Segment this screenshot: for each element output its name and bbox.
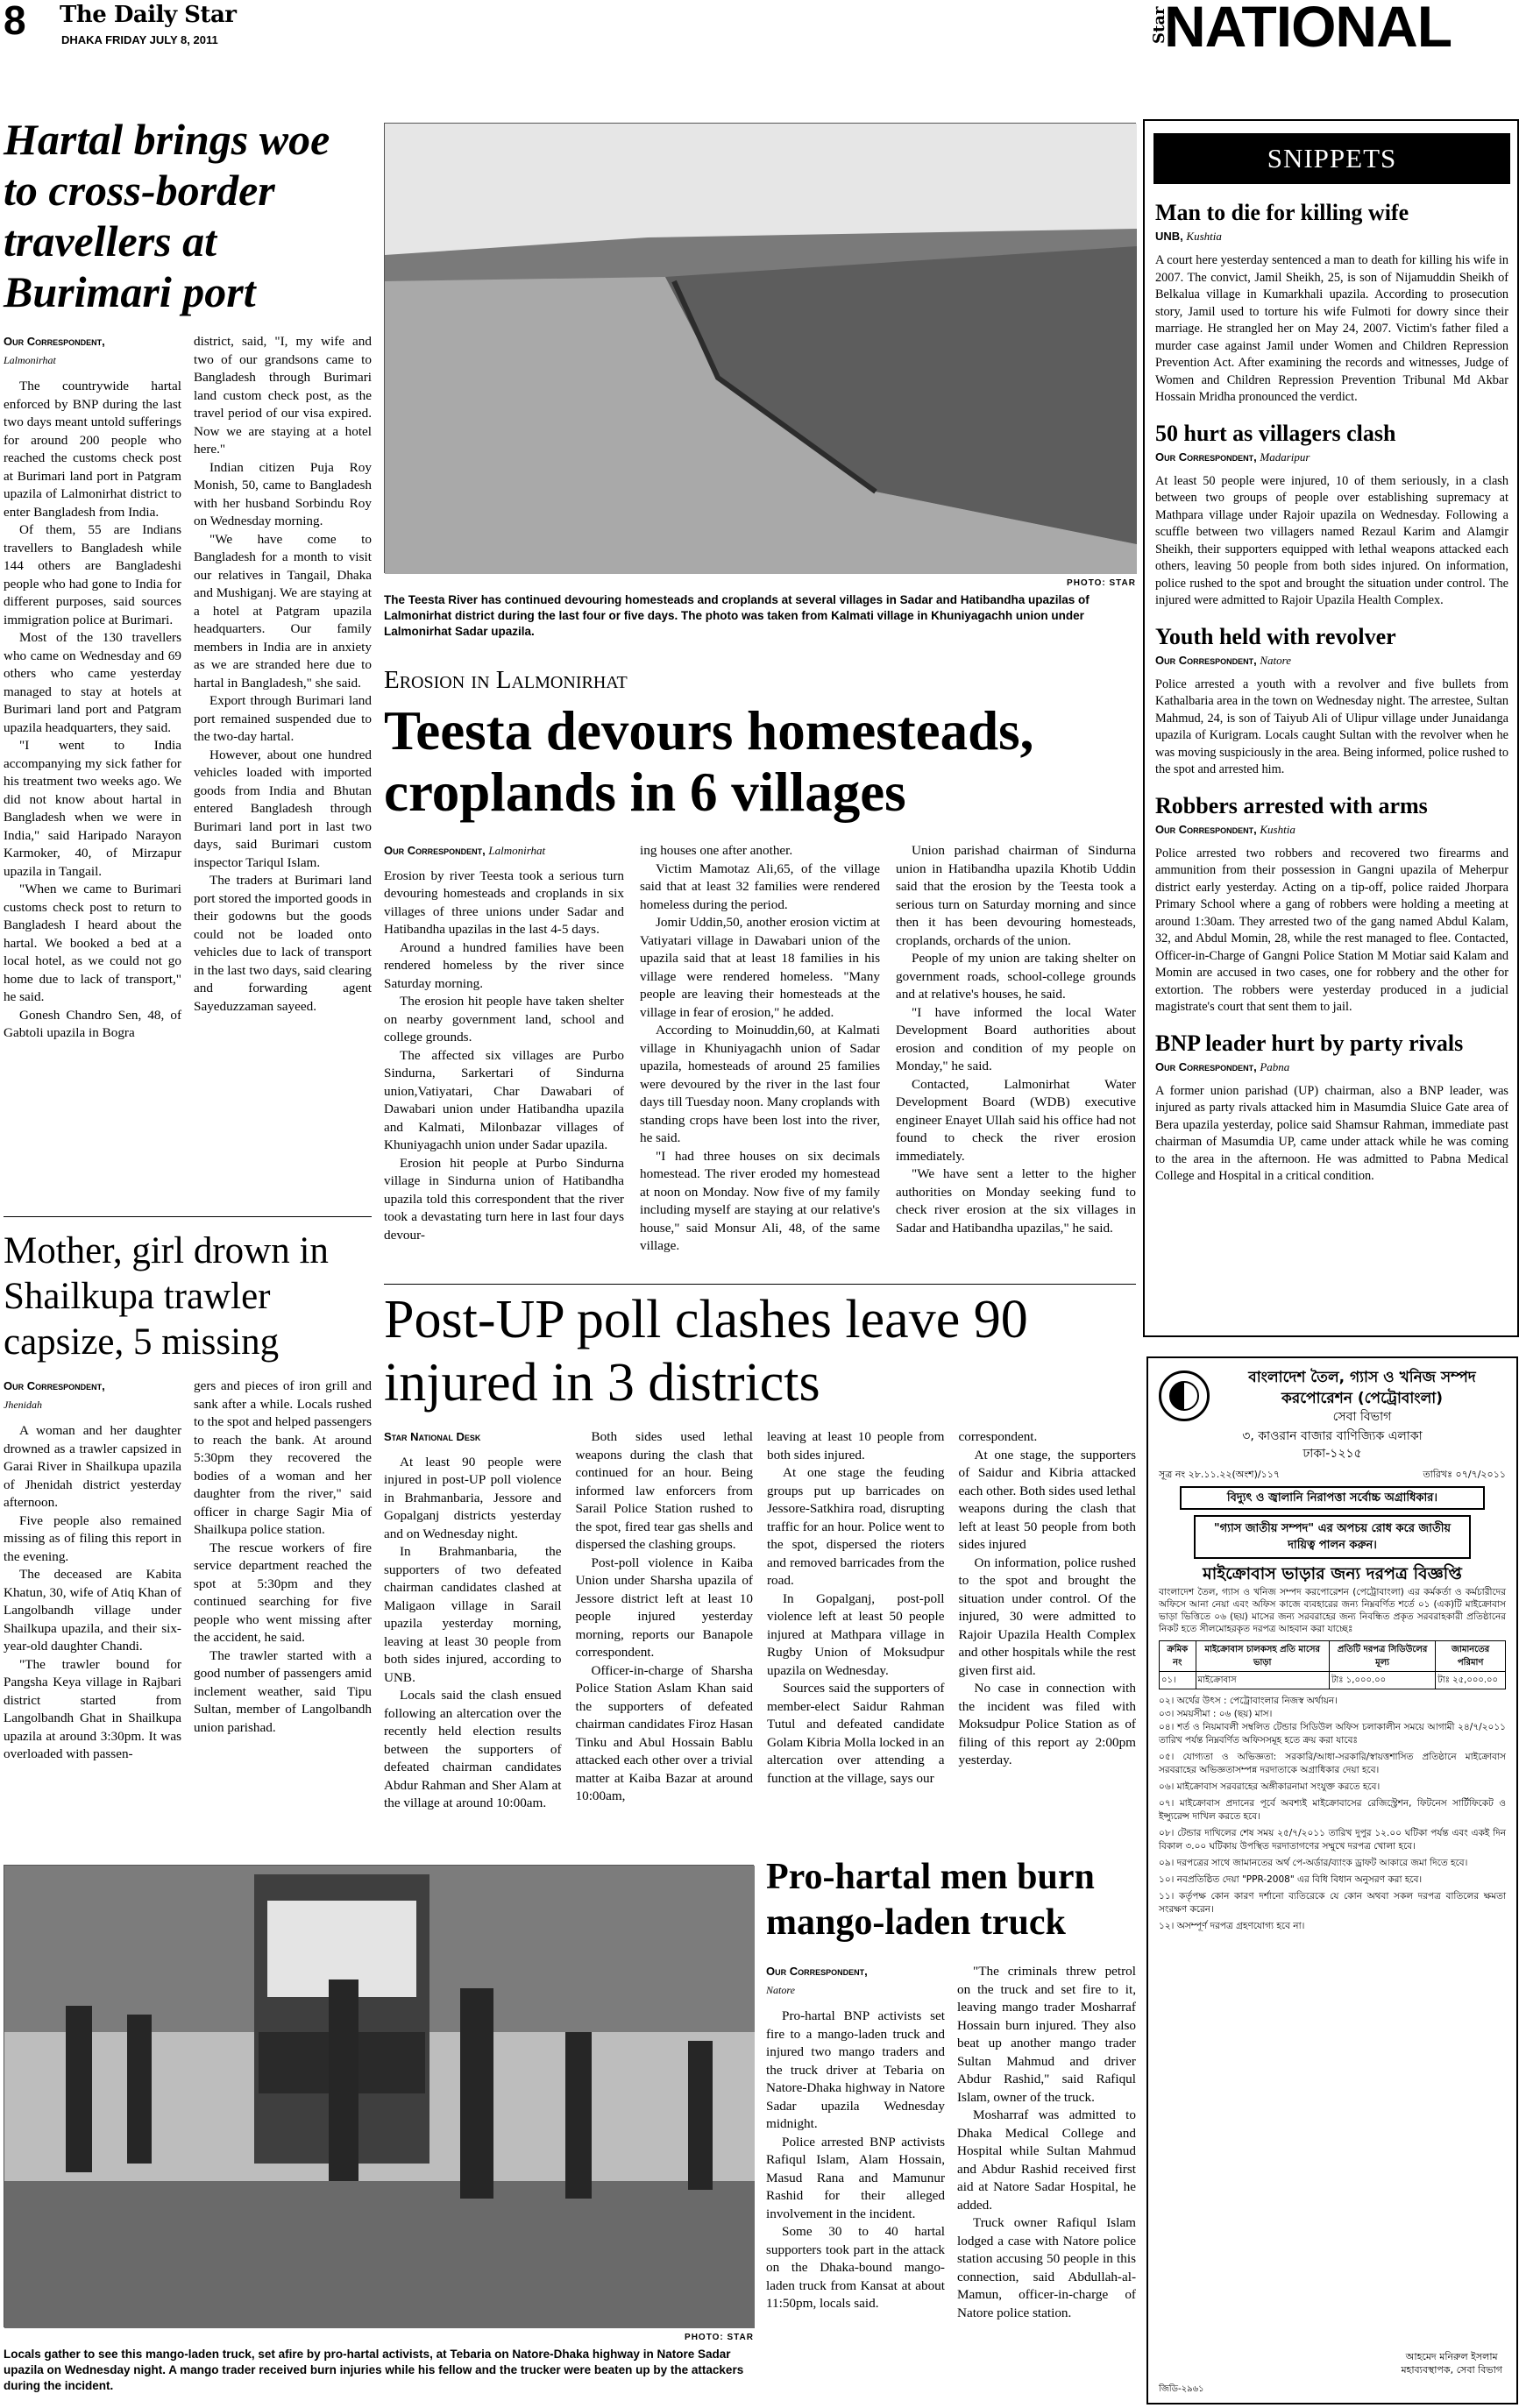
paragraph: Truck owner Rafiqul Islam lodged a case with Natore police station accusing 50 people in this connection, said Abdullah-al-Mamun, officer-in-charge of Natore police station. [957, 2215, 1136, 2320]
tender-ad [1146, 1356, 1518, 2404]
list-item: ০৩। সময়সীমা : ০৬ (ছয়) মাস। [1159, 1709, 1273, 1719]
mother-col-2 [194, 1378, 372, 1764]
snippet-dateline: Natore [1260, 653, 1291, 667]
snippet-item [1155, 624, 1508, 779]
snippet-byline [1155, 1060, 1508, 1074]
snippet-dateline: Madaripur [1260, 450, 1310, 464]
ad-org-name: বাংলাদেশ তৈল, গ্যাস ও খনিজ সম্পদ করপোরেশন (পেট্রোবাংলা) [1248, 1369, 1476, 1407]
teesta-byline: Our Correspondent, [384, 844, 486, 857]
paragraph: Locals said the clash ensued following an altercation over the recently held election results between the supporters of defeated chairman candidates Abdur Rahman and Sher Alam at the village at around 10:00am. [384, 1688, 562, 1810]
mango-byline: Our Correspondent, [766, 1965, 868, 1978]
paragraph: The traders at Burimari land port stored the imported goods in their godowns but the goods could not be loaded onto vehicles due to lack of transport in the last two days, said clearing and forwarding agent Sayeduzzaman sayeed. [194, 873, 372, 1014]
paragraph: Some 30 to 40 hartal supporters took part in the attack on the Dhaka-bound mango-laden truck from Kansat at about 11:50pm, locals said. [766, 2224, 945, 2311]
list-item: ০২। অর্থের উৎস : পেট্রোবাংলার নিজস্ব অর্থায়ন। [1159, 1696, 1338, 1706]
mango-dateline: Natore [766, 1983, 795, 1996]
paragraph: Sources said the supporters of member-elect Saidur Rahman Tutul and defeated candidate Golam Kibria Molla locked in an altercation over attending a function at the village, says our [767, 1681, 945, 1786]
postup-story [384, 1288, 1136, 1813]
snippet-item [1155, 1030, 1508, 1186]
ad-footer-code: জিডি-২৯৬১ [1159, 2384, 1204, 2394]
snippet-headline: Man to die for killing wife [1155, 200, 1409, 225]
mango-story [766, 1854, 1136, 2322]
paragraph: The rescue workers of fire service department reached the spot at 5:30pm and they continued searching for five people who went missing after the accident, he said. [194, 1540, 372, 1645]
table-row [1160, 1641, 1506, 1672]
mango-col-2 [957, 1963, 1136, 2322]
list-item: ১০। নবপ্রতিষ্ঠিত দেয়া "PPR-2008" এর বিধি বিধান অনুসরণ করা হবে। [1159, 1874, 1423, 1885]
postup-col-3 [767, 1428, 945, 1813]
list-item: ০৯। দরপত্রের সাথে জামানতের অর্থ পে-অর্ডার/ব্যাংক ড্রাফট আকারে জমা দিতে হবে। [1159, 1858, 1468, 1868]
paragraph: In Brahmanbaria, the supporters of two defeated chairman candidates clashed at Maligaon village in Sarail upazila yesterday morning, leaving at least 30 people from both sides injured, according to UNB. [384, 1544, 562, 1685]
ad-ref-date: তারিখঃ ০৭/৭/২০১১ [1423, 1469, 1506, 1480]
paragraph: Export through Burimari land port remained suspended due to the two-day hartal. [194, 693, 372, 744]
paragraph: Most of the 130 travellers who came on Wednesday and 69 others who came yesterday managed to stay at hotels at Burimari land port and Patgram upazila headquarters, they said. [4, 630, 181, 735]
paragraph: leaving at least 10 people from both sides injured. [767, 1429, 945, 1463]
masthead [0, 0, 1519, 59]
paper-name: The Daily Star [60, 2, 237, 28]
paragraph: Five people also remained missing as of filing this report in the evening. [4, 1512, 181, 1564]
snippet-dateline: Pabna [1260, 1059, 1290, 1073]
paragraph: The trawler started with a good number of passengers amid inclement weather, said Tipu Sultan, member of Langolbandh union parishad. [194, 1647, 372, 1735]
truck-photo [4, 1865, 754, 2327]
snippet-text: A former union parishad (UP) chairman, also a BNP leader, was injured as party rivals attacked him in Masumdia Sluice Gate area of Bera upazila yesterday, police said Shamsur Rahman, immediate past chairman of Masumdia UP, came under attack while he was coming to the area in the afternoon. He was admitted to Pabna Medical College and Hospital in a critical condition. [1155, 1083, 1508, 1183]
list-item: ০৭। মাইক্রোবাস প্রদানের পূর্বে অবশ্যই মাইক্রোবাসের রেজিস্ট্রেশন, ফিটনেস সার্টিফিকেট ও ইন্স্যুরেন্স দাখিল করতে হবে। [1159, 1798, 1506, 1822]
paragraph: At one stage, the supporters of Saidur and Kibria attacked each other. Both sides used lethal weapons during the clash that left at least 50 people from both sides injured [958, 1447, 1136, 1552]
teesta-photo-caption: The Teesta River has continued devouring homesteads and croplands at several villages in Sadar and Hatibandha upazilas of Lalmonirhat district during the last four or five days. The photo was taken from Kalmati village in Khuniyagachh union under Lalmonirhat Sadar upazila. [384, 593, 1090, 638]
ad-slogan-1: বিদ্যুৎ ও জ্বালানি নিরাপত্তা সর্বোচ্চ অগ্রাধিকার। [1180, 1486, 1485, 1510]
teesta-byline-line [384, 842, 624, 861]
snippets-box [1143, 119, 1519, 1337]
mango-col-1 [766, 1963, 945, 2322]
paragraph: Mosharraf was admitted to Dhaka Medical College and Hospital while Sultan Mahmud and Abdur Rashid received first aid at Natore Sadar Hospital, he added. [957, 2107, 1136, 2213]
postup-col-1 [384, 1428, 562, 1813]
teesta-photo-credit: PHOTO: STAR [1067, 578, 1136, 588]
list-item: ০৮। টেন্ডার দাখিলের শেষ সময় ২৫/৭/২০১১ তারিখ দুপুর ১২.০০ ঘটিকা পর্যন্ত এবং একই দিন বিকাল ৩.০০ ঘটিকায় উপস্থিত দরদাতাগণের সম্মুখে দরপত্র খোলা হবে। [1159, 1828, 1506, 1852]
paragraph: "I had three houses on six decimals homestead. The river eroded my homestead at noon on Monday. Now five of my family including myself are staying at our relative's house," said Monsur Ali, 48, of the same village. [640, 1148, 880, 1253]
ad-title: মাইক্রোবাস ভাড়ার জন্য দরপত্র বিজ্ঞপ্তি [1203, 1564, 1462, 1583]
teesta-dateline: Lalmonirhat [488, 844, 546, 857]
truck-photo-image [4, 1866, 755, 2328]
paragraph: Jomir Uddin,50, another erosion victim at Vatiyatari village in Dawabari union of the upazila said that at least 18 families in his village were rendered homeless. "Many people are leaving their homesteads at the village in fear of erosion," he added. [640, 915, 880, 1020]
snippet-headline: 50 hurt as villagers clash [1155, 420, 1396, 446]
ad-signature-name: আহমেদ মনিরুল ইসলাম [1405, 2351, 1498, 2362]
paragraph: Contacted, Lalmonirhat Water Development Board (WDB) executive engineer Enayet Ullah said his office had not found to check the river erosion immediately. [896, 1076, 1136, 1164]
teesta-story [384, 666, 1136, 1256]
hartal-col-1 [4, 333, 181, 1043]
ad-items [1159, 1695, 1506, 1933]
petrobangla-logo-icon [1159, 1370, 1210, 1421]
paragraph: Around a hundred families have been rendered homeless by the river since Saturday morning. [384, 939, 624, 991]
paragraph: In Gopalganj, post-poll violence left at least 50 people injured at Mathpara village in Rugby Union of Moksudpur upazila on Wednesday. [767, 1590, 945, 1678]
paragraph: People of my union are taking shelter on government roads, school-college grounds and at relative's houses, he said. [896, 951, 1136, 1002]
paragraph: "I went to India accompanying my sick father for his treatment two weeks ago. We did not know about hartal in Bangladesh when we were in India," said Haripado Narayon Karmoker, 40, of Mirzapur upazila in Tangail. [4, 738, 181, 879]
snippet-text: At least 50 people were injured, 10 of them seriously, in a clash between two groups of people over establishing supremacy at Mathpara village under Rajoir upazila on Wednesday. Following a scuffle between two villagers named Rezaul Karim and Alamgir Sheikh, their supporters equipped with lethal weapons attacked each others, leaving 50 people from both sides injured. On information, police rushed to the spot and brought the situation under control. The injured were admitted to Rajoir Upazila Health Complex. [1155, 473, 1508, 607]
paragraph: gers and pieces of iron grill and sank after a while. Locals rushed to the spot and helped passengers to reach the bank. At around 5:30pm they recovered the bodies of a woman and her daughter from the river," said officer in charge Sagir Mia of Shailkupa police station. [194, 1378, 372, 1537]
postup-headline: Post-UP poll clashes leave 90 injured in 3 districts [384, 1290, 1028, 1413]
table-cell: ০১। [1160, 1672, 1196, 1689]
snippet-headline: Robbers arrested with arms [1155, 792, 1428, 818]
paragraph: The affected six villages are Purbo Sindurna, Sarkertari of Sindurna union,Vatiyatari, Char Dawabari of Dawabari union under Hatibandha upazila and Kalmati, Milonbazar villages of Khuniyagachh union under Sadar upazila. [384, 1047, 624, 1152]
snippet-headline: BNP leader hurt by party rivals [1155, 1030, 1464, 1056]
paragraph: Police arrested BNP activists Rafiqul Islam, Alam Hossain, Masud Rana and Mamunur Rashid for their alleged involvement in the incident. [766, 2134, 945, 2221]
snippet-byline [1155, 450, 1508, 464]
list-item: ০৪। শর্ত ও নিয়মাবলী সম্বলিত টেন্ডার সিডিউল অফিস চলাকালীন সময়ে আগামী ২৪/৭/২০১১ তারিখ পর্যন্ত নিম্নবর্ণিত অফিসসমূহ হতে ক্রয় করা যাবেঃ [1159, 1722, 1506, 1746]
paragraph: Pro-hartal BNP activists set fire to a mango-laden truck and injured two mango traders and the truck driver at Tebaria on Natore-Dhaka highway in Natore Sadar upazila Wednesday midnight. [766, 2008, 945, 2131]
paragraph: Union parishad chairman of Sindurna union in Hatibandha upazila Khotib Uddin said that the erosion by the Teesta took a serious turn on Saturday morning and since then it has been devouring homesteads, croplands, orchards of the union. [896, 843, 1136, 948]
paragraph: On information, police rushed to the spot and brought the situation under control. Of the injured, 30 were admitted to Rajoir Upazila Health Complex and other hospitals while the rest given first aid. [958, 1555, 1136, 1678]
postup-byline: Star National Desk [384, 1430, 481, 1443]
table-cell: টাঃ ১,০০০.০০ [1329, 1672, 1435, 1689]
section-title: NATIONAL [1164, 0, 1452, 59]
postup-col-4 [959, 1428, 1137, 1813]
truck-photo-caption: Locals gather to see this mango-laden truck, set afire by pro-hartal activists, at Tebaria on Natore-Dhaka highway in Natore Sadar upazila on Wednesday night. A mango trader received burn injuries while his fellow and the trucker were beaten up by the attackers during the incident. [4, 2348, 744, 2392]
ad-address-line: ৩, কাওরান বাজার বাণিজ্যিক এলাকা [1242, 1429, 1423, 1443]
paragraph: "The criminals threw petrol on the truck and set fire to it, leaving mango trader Mosharraf Hossain burn injured. They also beat up another mango trader Sultan Mahmud and driver Abdur Rashid," said Rafiqul Islam, owner of the truck. [957, 1964, 1136, 2105]
paragraph: district, said, "I, my wife and two of our grandsons came to Bangladesh through Burimari land custom check post, as the travel period of our visa expired. Now we are staying at a hotel here." [194, 334, 372, 457]
ad-signature [1401, 2350, 1502, 2376]
mother-dateline: Jhenidah [4, 1398, 42, 1411]
paragraph: Of them, 55 are Indians travellers to Bangladesh while 144 others are Bangladeshi people who had gone to India for different purposes, said sources immigration police at Burimari. [4, 522, 181, 627]
table-header: প্রতিটি দরপত্র সিডিউলের মূল্য [1329, 1641, 1435, 1672]
ad-dept: সেবা বিভাগ [1332, 1410, 1392, 1424]
paragraph: Both sides used lethal weapons during the clash that continued for an hour. Being informed law enforcers from Sarail Police Station rushed to the spot, fired tear gas shells and dispersed the clashing groups. [575, 1429, 753, 1552]
teesta-col-2 [640, 842, 880, 1256]
snippet-text: Police arrested two robbers and recovered two firearms and ammunition from their possession in Gangni upazila of Meherpur district early yesterday. Acting on a tip-off, police raided Jhorpara Primary School where a gang of robbers were holding a meeting at around 1:30am. They arrested two of the gang named Abdul Kalam, 32, and Abdul Momin, 28, while the rest managed to flee. Contacted, Officer-in-Charge of Gangni Police Station M Motiar said Kalam and Momin are accused in two cases, one for robbery and the other for extortion. The robbers were yesterday produced in a judicial magistrate's court that sent them to jail. [1155, 846, 1508, 1014]
snippet-byline-source: Our Correspondent, [1155, 1059, 1257, 1073]
issue-date: DHAKA FRIDAY JULY 8, 2011 [61, 33, 218, 46]
list-item: ১২। অসম্পূর্ণ দরপত্র গ্রহণযোগ্য হবে না। [1159, 1921, 1305, 1931]
snippet-byline-source: Our Correspondent, [1155, 450, 1257, 464]
ad-address [1159, 1427, 1506, 1463]
teesta-headline: Teesta devours homesteads, croplands in 6 villages [384, 700, 1034, 823]
teesta-col-3 [896, 842, 1136, 1256]
ad-intro: বাংলাদেশ তৈল, গ্যাস ও খনিজ সম্পদ করপোরেশন (পেট্রোবাংলা) এর কর্মকর্তা ও কর্মচারীদের অফিসে আনা নেয়া এবং অফিস কাজে ব্যবহারের জন্য নিম্নবর্ণিত শর্তে ০১ (এক)টি মাইক্রোবাস ভাড়া ভিত্তিতে ০৬ (ছয়) মাসের জন্য সরবরাহের জন্য নিবন্ধিত প্রকৃত সরবরাহকারী প্রতিষ্ঠানের নিকট হতে সীলমোহরকৃত দরপত্র আহবান করা যাচ্ছেঃ [1159, 1587, 1506, 1634]
ad-signature-title: মহাব্যবস্থাপক, সেবা বিভাগ [1401, 2364, 1502, 2376]
mother-byline: Our Correspondent, [4, 1379, 105, 1392]
paragraph: ing houses one after another. [640, 843, 793, 858]
snippet-text: A court here yesterday sentenced a man to death for killing his wife in 2007. The convict, Jamil Sheikh, 25, is son of Nijamuddin Sheikh of Belkalua village in Kumarkhali upazila. According to prosecution story, Jamil used to torture his wife Fulmoti for dowry since their marriage. He strangled her on May 24, 2007. Victim's father filed a murder case against Jamil under Women and Children Repression Prevention Act. After examining the records and witnesses, Judge of Women and Children Repression Prevention Tribunal Md Akbar Hossain Mridha pronounced the verdict. [1155, 253, 1508, 404]
paragraph: The deceased are Kabita Khatun, 30, wife of Atiq Khan of Langolbandh village under Shailkupa upazila, and their six-year-old daughter Chandi. [4, 1567, 181, 1654]
paragraph: No case in connection with the incident was filed with Moksudpur Police Station as of filing of this report ay 2:00pm yesterday. [958, 1681, 1136, 1767]
ad-address-line: ঢাকা-১২১৫ [1303, 1447, 1362, 1461]
list-item: ০৫। যোগ্যতা ও অভিজ্ঞতা: সরকারি/আধা-সরকারি/স্বায়ত্তশাসিত প্রতিষ্ঠানে মাইক্রোবাস সরবরাহের অভিজ্ঞতাসম্পন্ন দরদাতাকে অগ্রাধিকার দেয়া হবে। [1159, 1752, 1506, 1775]
mother-headline: Mother, girl drown in Shailkupa trawler capsize, 5 missing [4, 1230, 329, 1363]
paragraph: The countrywide hartal enforced by BNP during the last two days meant untold sufferings for around 200 people who reached the customs check post at Burimari land port in Patgram upazila of Lalmonirhat district to enter Bangladesh from India. [4, 379, 181, 520]
table-row [1160, 1672, 1506, 1689]
ad-slogan-2: "গ্যাস জাতীয় সম্পদ" এর অপচয় রোধ করে জাতীয় দায়িত্ব পালন করুন। [1194, 1515, 1471, 1559]
paragraph: Erosion hit people at Purbo Sindurna village in Sindurna union of Hatibandha upazila told this correspondent that the river took a devastating turn here in last four days devour- [384, 1155, 624, 1243]
snippet-byline-source: UNB, [1155, 230, 1183, 243]
paragraph: However, about one hundred vehicles loaded with imported goods from India and Bhutan entered Bangladesh through Burimari land port in last two days, said Burimari custom inspector Tariqul Islam. [194, 747, 372, 870]
snippet-dateline: Kushtia [1260, 822, 1295, 836]
table-header: ক্রমিক নং [1160, 1641, 1196, 1672]
paragraph: "We have sent a letter to the higher authorities on Monday seeking fund to check river erosion at the six villages in Sadar and Hatibandha upazilas," he said. [896, 1166, 1136, 1236]
table-header: জামানতের পরিমাণ [1436, 1641, 1506, 1672]
mango-headline: Pro-hartal men burn mango-laden truck [766, 1857, 1095, 1943]
snippet-byline [1155, 230, 1508, 244]
snippet-item [1155, 200, 1508, 407]
snippet-text: Police arrested a youth with a revolver and five bullets from Kathalbaria area in the town on Wednesday night. The arrestee, Sultan Mahmud, 24, is son of Taiyub Ali of Ulipur village under Junaidanga upazila of Kurigram. Locals caught Sultan with the revolver when he was moving suspiciously in the area. Being informed, police rushed to the spot and arrested him. [1155, 676, 1508, 776]
paragraph: Indian citizen Puja Roy Monish, 50, came to Bangladesh with her husband Sorbindu Roy on Wednesday morning. [194, 459, 372, 528]
paragraph: Officer-in-charge of Sharsha Police Station Aslam Khan said the supporters of defeated chairman candidates Firoz Hasan Tinku and Abul Hossain Bablu attacked each other over a trivial matter at Kaiba Bazar at around 10:00am, [575, 1662, 753, 1803]
hartal-story [4, 114, 372, 1043]
snippet-byline-source: Our Correspondent, [1155, 822, 1257, 836]
paragraph: "When we came to Burimari customs check post to return to Bangladesh I heard about the hartal. We booked a bed at a local hotel, as we could not go home due to lack of transport," he said. [4, 882, 181, 1004]
ad-ref-line [1159, 1468, 1506, 1481]
truck-photo-credit: PHOTO: STAR [685, 2333, 754, 2342]
hartal-byline: Our Correspondent, [4, 335, 105, 348]
table-header: মাইক্রোবাস চালকসহ প্রতি মাসের ভাড়া [1196, 1641, 1329, 1672]
paragraph: "We have come to Bangladesh for a month to visit our relatives in Tangail, Dhaka and Mushiganj. We are staying at a hotel at Patgram upazila headquarters. Our family members in India are in anxiety as we are stranded here due to hartal in Bangladesh," she said. [194, 531, 372, 691]
hartal-col-2 [194, 333, 372, 1043]
paragraph: Victim Mamotaz Ali,65, of the village said that at least 32 families were rendered homeless during the period. [640, 861, 880, 912]
snippet-headline: Youth held with revolver [1155, 623, 1396, 649]
teesta-kicker: Erosion in Lalmonirhat [384, 666, 628, 694]
list-item: ১১। কর্তৃপক্ষ কোন কারণ দর্শানো ব্যতিরেকে যে কোন অথবা সকল দরপত্র বাতিলের ক্ষমতা সংরক্ষণ করেন। [1159, 1891, 1506, 1915]
mother-col-1 [4, 1378, 181, 1764]
paragraph: Erosion by river Teesta took a serious turn devouring homesteads and croplands in six villages of three unions under Sadar and Hatibandha upazilas in the last 4-5 days. [384, 868, 624, 937]
table-cell: টাঃ ২৫,০০০.০০ [1436, 1672, 1506, 1689]
snippet-byline [1155, 823, 1508, 837]
teesta-photo [384, 123, 1136, 573]
paragraph: A woman and her daughter drowned as a trawler capsized in Garai River in Shailkupa upazila of Jhenidah district yesterday afternoon. [4, 1423, 181, 1510]
ad-table [1159, 1640, 1506, 1689]
paragraph: Post-poll violence in Kaiba Union under Sharsha upazila of Jessore district left at least 10 people injured yesterday morning, reports our Banapole correspondent. [575, 1555, 753, 1660]
snippets-title: SNIPPETS [1267, 143, 1397, 174]
snippet-item [1155, 793, 1508, 1016]
paragraph: Gonesh Chandro Sen, 48, of Gabtoli upazila in Bogra [4, 1007, 181, 1040]
paragraph: "The trawler bound for Pangsha Keya village in Rajbari district started from Langolbandh Ghat in Shailkupa upazila at around 3:30pm. It was overloaded with passen- [4, 1656, 181, 1761]
table-cell: মাইক্রোবাস [1196, 1672, 1329, 1689]
section-logo: Star [1150, 6, 1168, 44]
paragraph: At least 90 people were injured in post-UP poll violence in Brahmanbaria, Jessore and Gopalganj districts yesterday and on Wednesday night. [384, 1454, 562, 1541]
paragraph: According to Moinuddin,60, at Kalmati village in Khuniyagachh union of Sadar upazila, homesteads of around 25 families were devoured by the river in the last four days till Tuesday noon. Many croplands with standing crops have been lost into the river, he said. [640, 1023, 880, 1145]
page-number: 8 [4, 0, 26, 43]
mother-story [4, 1229, 372, 1764]
paragraph: The erosion hit people have taken shelter on nearby government land, school and college grounds. [384, 994, 624, 1045]
postup-col-2 [576, 1428, 754, 1813]
paragraph: "I have informed the local Water Development Board authorities about erosion and condition of my people on Monday," he said. [896, 1004, 1136, 1073]
ad-ref-no: সূত্র নং ২৮.১১.২২(অংশ)/১১৭ [1159, 1469, 1280, 1480]
teesta-col-1 [384, 842, 624, 1256]
paragraph: At one stage the feuding groups put up barricades on Jessore-Satkhira road, disrupting traffic for an hour. Police went to the spot, dispersed the rioters and removed barricades from the road. [767, 1465, 945, 1588]
divider [384, 1284, 1136, 1285]
snippet-byline [1155, 654, 1508, 668]
teesta-photo-image [385, 124, 1137, 574]
hartal-dateline: Lalmonirhat [4, 353, 56, 366]
divider [4, 1216, 372, 1217]
ad-header [1159, 1367, 1506, 1424]
snippet-item [1155, 421, 1508, 610]
snippet-dateline: Kushtia [1186, 230, 1222, 243]
snippet-byline-source: Our Correspondent, [1155, 653, 1257, 667]
list-item: ০৬। মাইক্রোবাস সরবরাহের অঙ্গীকারনামা সংযুক্ত করতে হবে। [1159, 1781, 1381, 1792]
hartal-headline: Hartal brings woe to cross-border travellers at Burimari port [4, 115, 330, 316]
snippets-title-bar [1153, 133, 1510, 184]
paragraph: correspondent. [958, 1429, 1038, 1444]
